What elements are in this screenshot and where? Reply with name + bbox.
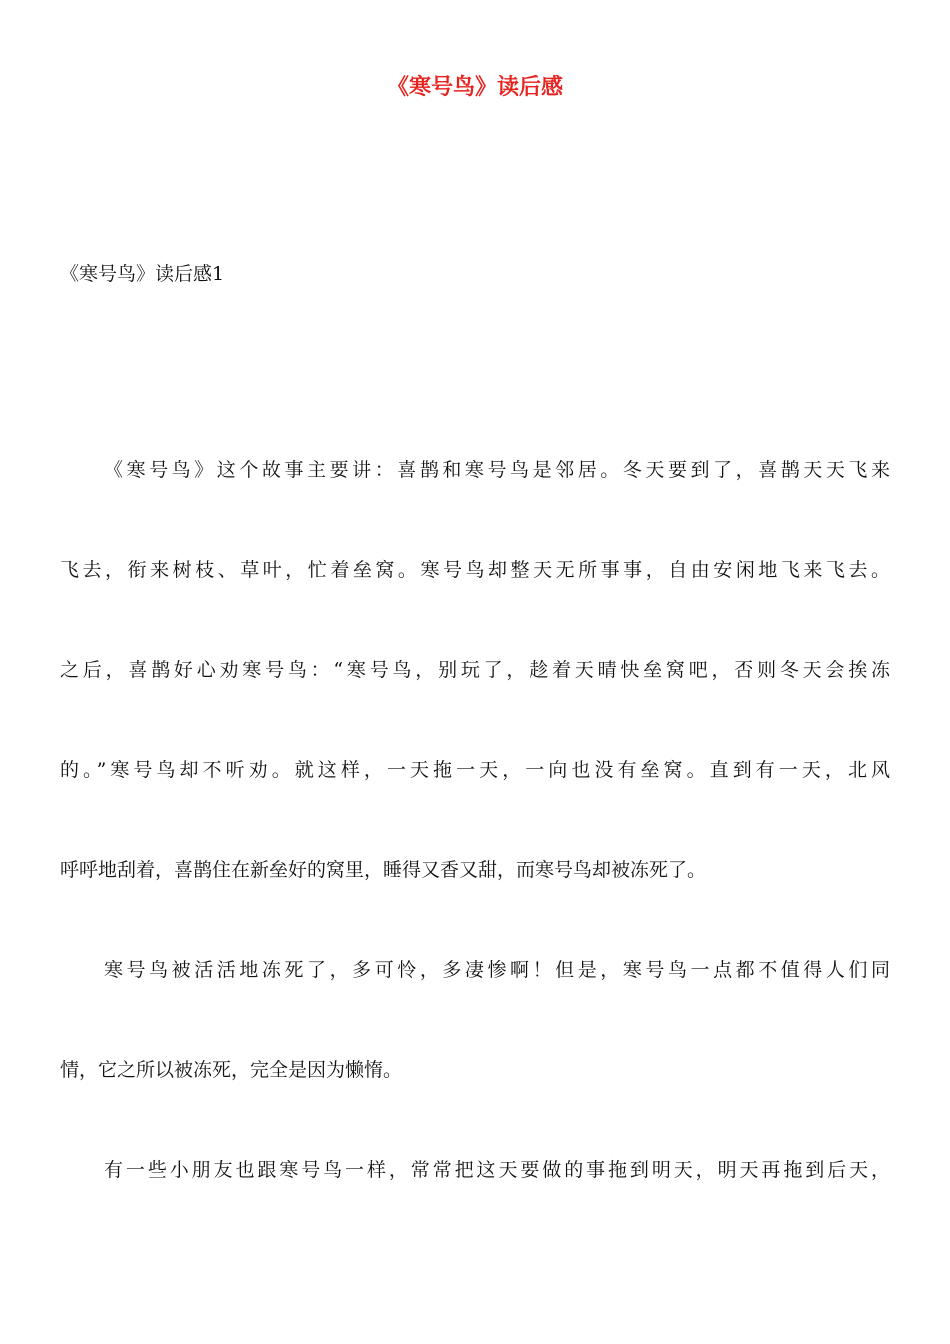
body-text: [60, 450, 890, 1250]
paragraph: [60, 1150, 890, 1250]
text-line: 情，它之所以被冻死，完全是因为懒惰。: [60, 1059, 403, 1081]
document-title: 《寒号鸟》读后感: [386, 75, 563, 100]
section-heading: 《寒号鸟》读后感1: [60, 263, 225, 285]
paragraph: [60, 450, 890, 950]
paragraph: [60, 950, 890, 1150]
text-line: 之后，喜鹊好心劝寒号鸟：“寒号鸟，别玩了，趁着天晴快垒窝吧，否则冬天会挨冻: [60, 659, 890, 681]
text-line: 《寒号鸟》这个故事主要讲：喜鹊和寒号鸟是邻居。冬天要到了，喜鹊天天飞来: [104, 459, 890, 481]
text-line: 飞去，衔来树枝、草叶，忙着垒窝。寒号鸟却整天无所事事，自由安闲地飞来飞去。: [60, 559, 890, 581]
text-line: 寒号鸟被活活地冻死了，多可怜，多凄惨啊！但是，寒号鸟一点都不值得人们同: [104, 959, 890, 981]
text-line: 的。”寒号鸟却不听劝。就这样，一天拖一天，一向也没有垒窝。直到有一天，北风: [60, 759, 890, 781]
text-line: 呼呼地刮着，喜鹊住在新垒好的窝里，睡得又香又甜，而寒号鸟却被冻死了。: [60, 859, 707, 881]
text-line: 有一些小朋友也跟寒号鸟一样，常常把这天要做的事拖到明天，明天再拖到后天，: [104, 1159, 890, 1181]
